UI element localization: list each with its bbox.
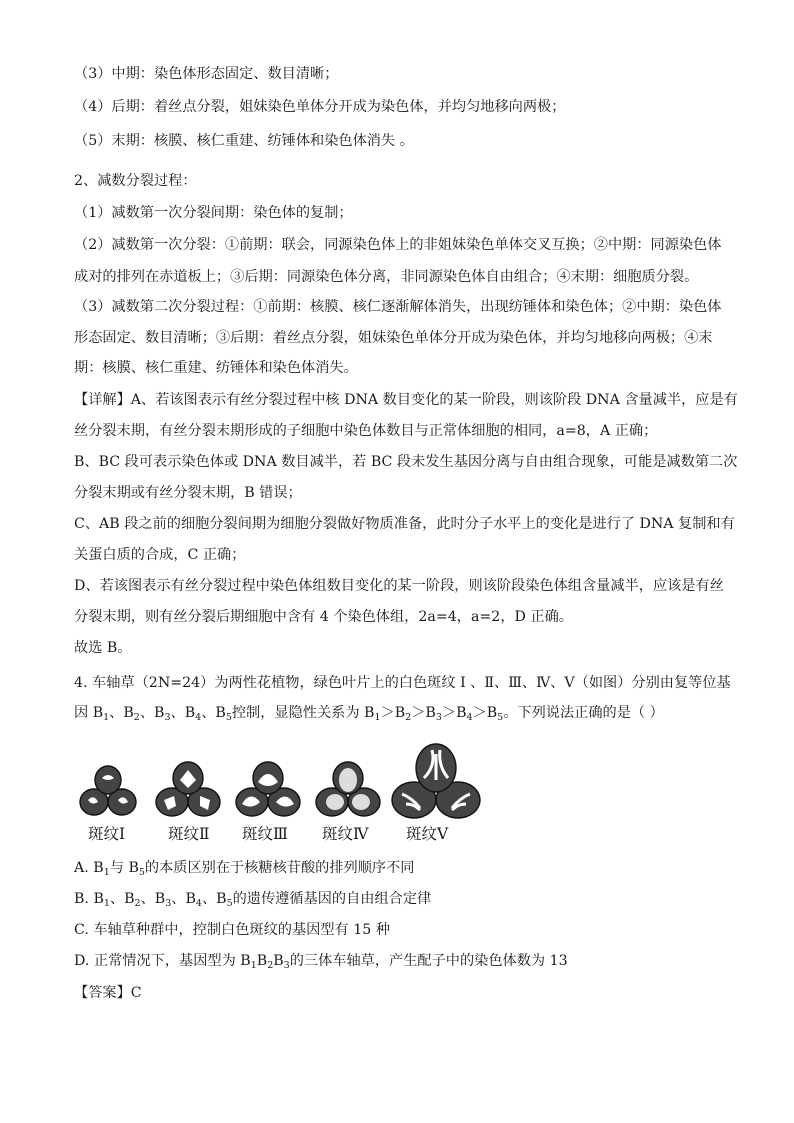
clover-leaf-1-icon	[80, 766, 136, 815]
clover-leaf-4-icon	[316, 762, 380, 816]
option-d: D. 正常情况下，基因型为 $B_1B_2B_3$的三体车轴草，产生配子中的染色体数为 13	[74, 953, 568, 971]
text-line: （3）减数第二次分裂过程：①前期：核膜、核仁逐渐解体消失，出现纺锤体和染色体；②中期：染色体	[74, 299, 722, 315]
text-line: 【详解】A、若该图表示有丝分裂过程中核 DNA 数目变化的某一阶段，则该阶段 DNA 含量减半，应是有	[74, 392, 738, 408]
section-heading: 2、减数分裂过程：	[74, 173, 197, 189]
clover-leaf-2-icon	[156, 762, 220, 816]
text-line: （2）减数第一次分裂：①前期：联会，同源染色体上的非姐妹染色单体交叉互换；②中期：同源染色体	[74, 237, 722, 253]
text-line: 分裂末期，则有丝分裂后期细胞中含有 4 个染色体组，2a=4，a=2，D 正确。	[74, 609, 573, 625]
text-line: D、若该图表示有丝分裂过程中染色体组数目变化的某一阶段，则该阶段染色体组含量减半，应该是有丝	[74, 578, 724, 594]
text-line: B、BC 段可表示染色体或 DNA 数目减半，若 BC 段未发生基因分离与自由组合现象，可能是减数第二次	[74, 454, 738, 470]
answer: 【答案】C	[74, 985, 142, 1001]
option-b: B. $B_1$、$B_2$、$B_3$、$B_4$、$B_5$的遗传遵循基因的自由组合定律	[74, 891, 432, 909]
clover-leaf-5-icon	[392, 744, 480, 818]
text-line: （4）后期：着丝点分裂，姐妹染色单体分开成为染色体，并均匀地移向两极；	[74, 99, 566, 115]
figure-label-1: 斑纹Ⅰ	[88, 825, 126, 843]
text-line: （1）减数第一次分裂间期：染色体的复制；	[74, 205, 353, 221]
text-line: 关蛋白质的合成，C 正确；	[74, 547, 246, 563]
clover-leaf-3-icon	[236, 762, 300, 816]
text-line: 成对的排列在赤道板上；③后期：同源染色体分离，非同源染色体自由组合；④末期：细胞质分裂。	[74, 269, 699, 285]
text-line: 形态固定、数目清晰；③后期：着丝点分裂，姐妹染色单体分开成为染色体，并均匀地移向两极；④末	[74, 330, 713, 346]
text-line: C、AB 段之前的细胞分裂间期为细胞分裂做好物质准备，此时分子水平上的变化是进行了 DNA 复制和有	[74, 516, 735, 532]
text-line: 丝分裂末期，有丝分裂末期形成的子细胞中染色体数目与正常体细胞的相同，a=8，A 正确；	[74, 423, 658, 439]
question-stem: 4. 车轴草（2N=24）为两性花植物，绿色叶片上的白色斑纹 Ⅰ 、Ⅱ、Ⅲ、Ⅳ、Ⅴ（如图）分别由复等位基	[74, 675, 731, 691]
figure-label-3: 斑纹Ⅲ	[242, 825, 288, 843]
option-c: C. 车轴草种群中，控制白色斑纹的基因型有 15 种	[74, 922, 391, 938]
option-a: A. $B_1$与 $B_5$的本质区别在于核糖核苷酸的排列顺序不同	[74, 860, 415, 878]
text-line: 故选 B。	[74, 640, 132, 656]
text-line: （5）末期：核膜、核仁重建、纺锤体和染色体消失 。	[74, 133, 414, 149]
text-line: （3）中期：染色体形态固定、数目清晰；	[74, 66, 339, 82]
text-line: 分裂末期或有丝分裂末期，B 错误；	[74, 485, 302, 501]
figure-label-2: 斑纹Ⅱ	[168, 825, 210, 843]
figure-label-5: 斑纹Ⅴ	[406, 825, 449, 843]
figure-label-4: 斑纹Ⅳ	[322, 825, 369, 843]
question-stem-line2: 因 $B_1$、$B_2$、$B_3$、$B_4$、$B_5$控制，显隐性关系为 $B_1>B_2>B_3>B_4>B_5$。下列说法正确的是（ ）	[74, 705, 664, 723]
text-line: 期：核膜、核仁重建、纺锤体和染色体消失。	[74, 360, 358, 376]
